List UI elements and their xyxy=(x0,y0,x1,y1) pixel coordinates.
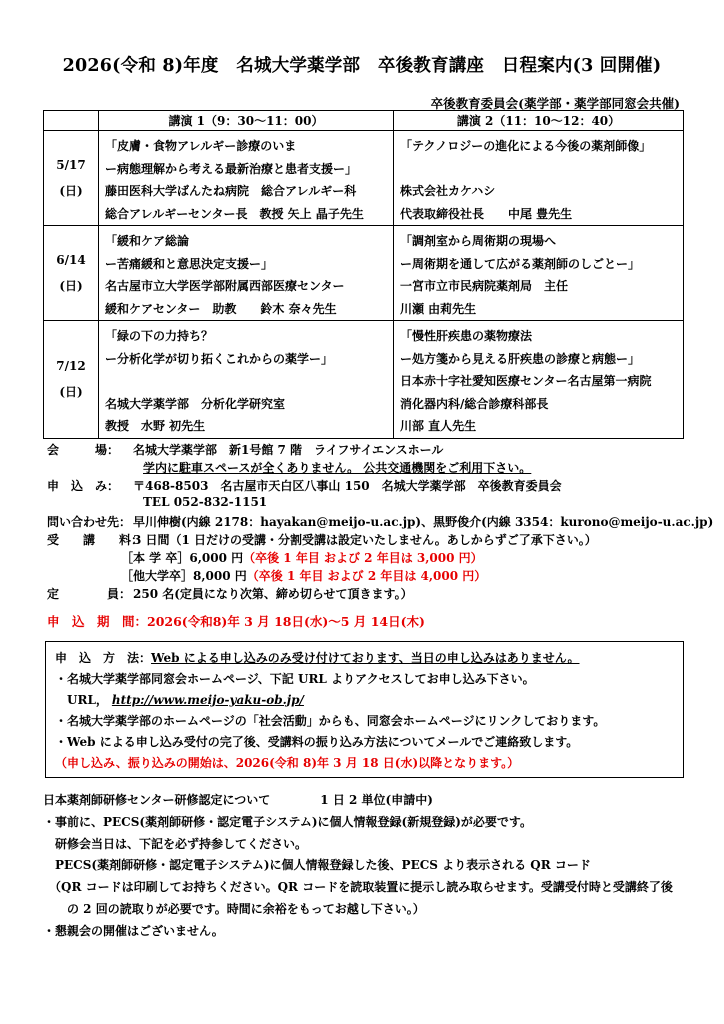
fee-label: 受 講 料： xyxy=(47,533,144,547)
venue: 名城大学薬学部 新1号館 7 階 ライフサイエンスホール xyxy=(133,443,444,457)
contact-label: 問い合わせ先： xyxy=(47,515,132,529)
method-item: ・Web による申し込み受付の完了後、受講料の振り込み方法についてメールでご連絡致します。 xyxy=(55,735,579,749)
page-title: 2026(令和 8)年度 名城大学薬学部 卒後教育講座 日程案内(3 回開催) xyxy=(62,56,662,76)
url-line xyxy=(55,690,683,711)
lecture-line: 「慢性肝疾患の薬物療法 xyxy=(400,329,533,343)
lecture-line: 「調剤室から周術期の現場へ xyxy=(400,234,557,248)
method-value: Web による申し込みのみ受け付けております、当日の申し込みはありません。 xyxy=(151,651,580,665)
lecture-line: 株式会社カケハシ xyxy=(400,184,496,198)
lecture-line: 「皮膚・食物アレルギー診療のいま xyxy=(105,139,297,153)
weekday: (日) xyxy=(59,279,83,293)
cert-line: ・事前に、PECS(薬剤師研修・認定電子システム)に個人情報登録(新規登録)が必要です。 xyxy=(43,814,532,829)
cert-line: 研修会当日は、下記を必ず持参してください。 xyxy=(43,836,308,851)
lecture2-cell xyxy=(394,321,684,439)
lecture-line: 総合アレルギーセンター長 教授 矢上 晶子先生 xyxy=(105,206,364,221)
lecture2-cell xyxy=(394,226,684,321)
fee-other-discount: （卒後 1 年目 および 2 年目は 4,000 円） xyxy=(246,569,487,583)
table-header-row xyxy=(44,111,684,131)
date-cell xyxy=(44,321,99,439)
lecture-line: ー分析化学が切り拓くこれからの薬学ー」 xyxy=(105,351,334,366)
application-method-box xyxy=(45,641,684,778)
lecture1-cell xyxy=(99,226,394,321)
lecture2-cell xyxy=(394,131,684,226)
apply-line xyxy=(47,477,562,494)
lecture-line xyxy=(400,158,683,181)
cert-units: 1 日 2 単位(申請中) xyxy=(320,793,433,807)
method-item: ・名城大学薬学部同窓会ホームページ、下記 URL よりアクセスしてお申し込み下さい。 xyxy=(55,672,535,686)
contact-line xyxy=(47,513,713,530)
method-label: 申 込 方 法： xyxy=(55,651,152,665)
capacity-line xyxy=(47,585,413,602)
fee-pharm-discount: （卒後 1 年目 および 2 年目は 3,000 円） xyxy=(243,551,483,565)
header-empty-cell xyxy=(44,111,99,131)
fee-other: ［他大学卒］8,000 円 xyxy=(121,569,247,583)
weekday: (日) xyxy=(59,184,83,198)
table-row xyxy=(44,131,684,226)
date: 5/17 xyxy=(56,158,86,172)
lecture-line: 「テクノロジーの進化による今後の薬剤師像」 xyxy=(400,139,652,153)
method-item: ・名城大学薬学部のホームページの「社会活動」からも、同窓会ホームページにリンクしております。 xyxy=(55,714,606,728)
cert-line: （QR コードは印刷してお持ちください。QR コードを読取装置に提示し読み取らせます。受講受付時と受講終了後 xyxy=(43,880,673,895)
date-cell xyxy=(44,226,99,321)
period-value: 2026(令和8)年 3 月 18日(水)～5 月 14日(木) xyxy=(147,614,425,629)
apply-address: 〒468-8503 名古屋市天白区八事山 150 名城大学薬学部 卒後教育委員会 xyxy=(133,479,562,493)
lecture-line: 教授 水野 初先生 xyxy=(105,419,206,433)
weekday: (日) xyxy=(59,385,83,400)
table-row xyxy=(44,321,684,439)
lecture-line xyxy=(105,370,393,393)
cert-heading: 日本薬剤師研修センター研修認定について xyxy=(43,793,271,807)
lecture-line: 日本赤十字社愛知医療センター名古屋第一病院 xyxy=(400,374,652,388)
date: 6/14 xyxy=(56,253,86,267)
col1-header: 講演 1（9：30～11：00） xyxy=(99,111,394,131)
lecture-line: 名城大学薬学部 分析化学研究室 xyxy=(105,396,286,411)
fee-pharm: ［本 学 卒］6,000 円 xyxy=(121,551,244,565)
lecture-line: 川部 直人先生 xyxy=(400,419,477,433)
cert-heading-line xyxy=(43,790,673,812)
table-row xyxy=(44,226,684,321)
capacity-label: 定 員： xyxy=(47,587,132,601)
date: 7/12 xyxy=(56,359,86,374)
lecture-line: 緩和ケアセンター 助教 鈴木 奈々先生 xyxy=(105,301,337,316)
venue-line xyxy=(47,441,443,458)
apply-label: 申 込 み： xyxy=(47,479,120,493)
lecture-line: 代表取締役社長 中尾 豊先生 xyxy=(400,206,573,221)
lecture-line: 消化器内科/総合診療科部長 xyxy=(400,396,549,411)
cert-line: PECS(薬剤師研修・認定電子システム)に個人情報登録した後、PECS より表示される QR コード xyxy=(43,858,591,873)
lecture-line: 名古屋市立大学医学部附属西部医療センター xyxy=(105,279,345,293)
fee-line xyxy=(47,531,597,548)
certification-section xyxy=(43,790,673,943)
schedule-table xyxy=(43,110,684,439)
period-label: 申 込 期 間： xyxy=(47,614,148,629)
lecture-line: 藤田医科大学ばんたね病院 総合アレルギー科 xyxy=(105,184,357,198)
lecture-line: 川瀬 由莉先生 xyxy=(400,301,477,316)
cert-line: の 2 回の読取りが必要です。時間に余裕をもってお越し下さい。） xyxy=(43,901,425,916)
alumni-url-link[interactable]: http://www.meijo-yaku-ob.jp/ xyxy=(111,693,304,707)
application-period xyxy=(47,612,425,630)
contact: 早川伸樹(内線 2178：hayakan@meijo-u.ac.jp)、黒野俊介(内線 3354：kurono@meijo-u.ac.jp) xyxy=(133,515,714,529)
fee-other-line xyxy=(121,567,486,584)
capacity: 250 名(定員になり次第、締め切らせて頂きます。） xyxy=(133,587,413,601)
fee-note: 3 日間（1 日だけの受講・分割受講は設定いたしません。あしからずご了承下さい。） xyxy=(133,533,597,547)
lecture-line: 「緩和ケア総論 xyxy=(105,234,190,248)
date-cell xyxy=(44,131,99,226)
apply-tel: TEL 052-832-1151 xyxy=(143,495,268,509)
col2-header: 講演 2（11：10～12：40） xyxy=(394,111,684,131)
lecture-line: 「緑の下の力持ち？ xyxy=(105,329,214,343)
lecture-line: ー周術期を通して広がる薬剤師のしごとー」 xyxy=(400,256,641,271)
start-note: （申し込み、振り込みの開始は、2026(令和 8)年 3 月 18 日(水)以降となります。） xyxy=(55,756,520,770)
url-label: URL， xyxy=(67,693,108,707)
parking-note: 学内に駐車スペースが全くありません。 公共交通機関をご利用下さい。 xyxy=(143,461,532,475)
cert-line: ・懇親会の開催はございません。 xyxy=(43,923,224,938)
organizer-subtitle: 卒後教育委員会(薬学部・薬学部同窓会共催) xyxy=(430,96,680,111)
venue-label: 会 場： xyxy=(47,443,120,457)
lecture1-cell xyxy=(99,131,394,226)
fee-pharm-line xyxy=(121,549,483,566)
method-line xyxy=(55,648,683,669)
lecture-line: 一宮市立市民病院薬剤局 主任 xyxy=(400,279,569,293)
lecture1-cell xyxy=(99,321,394,439)
lecture-line: ー苦痛緩和と意思決定支援ー」 xyxy=(105,256,274,271)
lecture-line: ー病態理解から考える最新治療と患者支援ー」 xyxy=(105,161,358,176)
lecture-line: ー処方箋から見える肝疾患の診療と病態ー」 xyxy=(400,351,641,366)
